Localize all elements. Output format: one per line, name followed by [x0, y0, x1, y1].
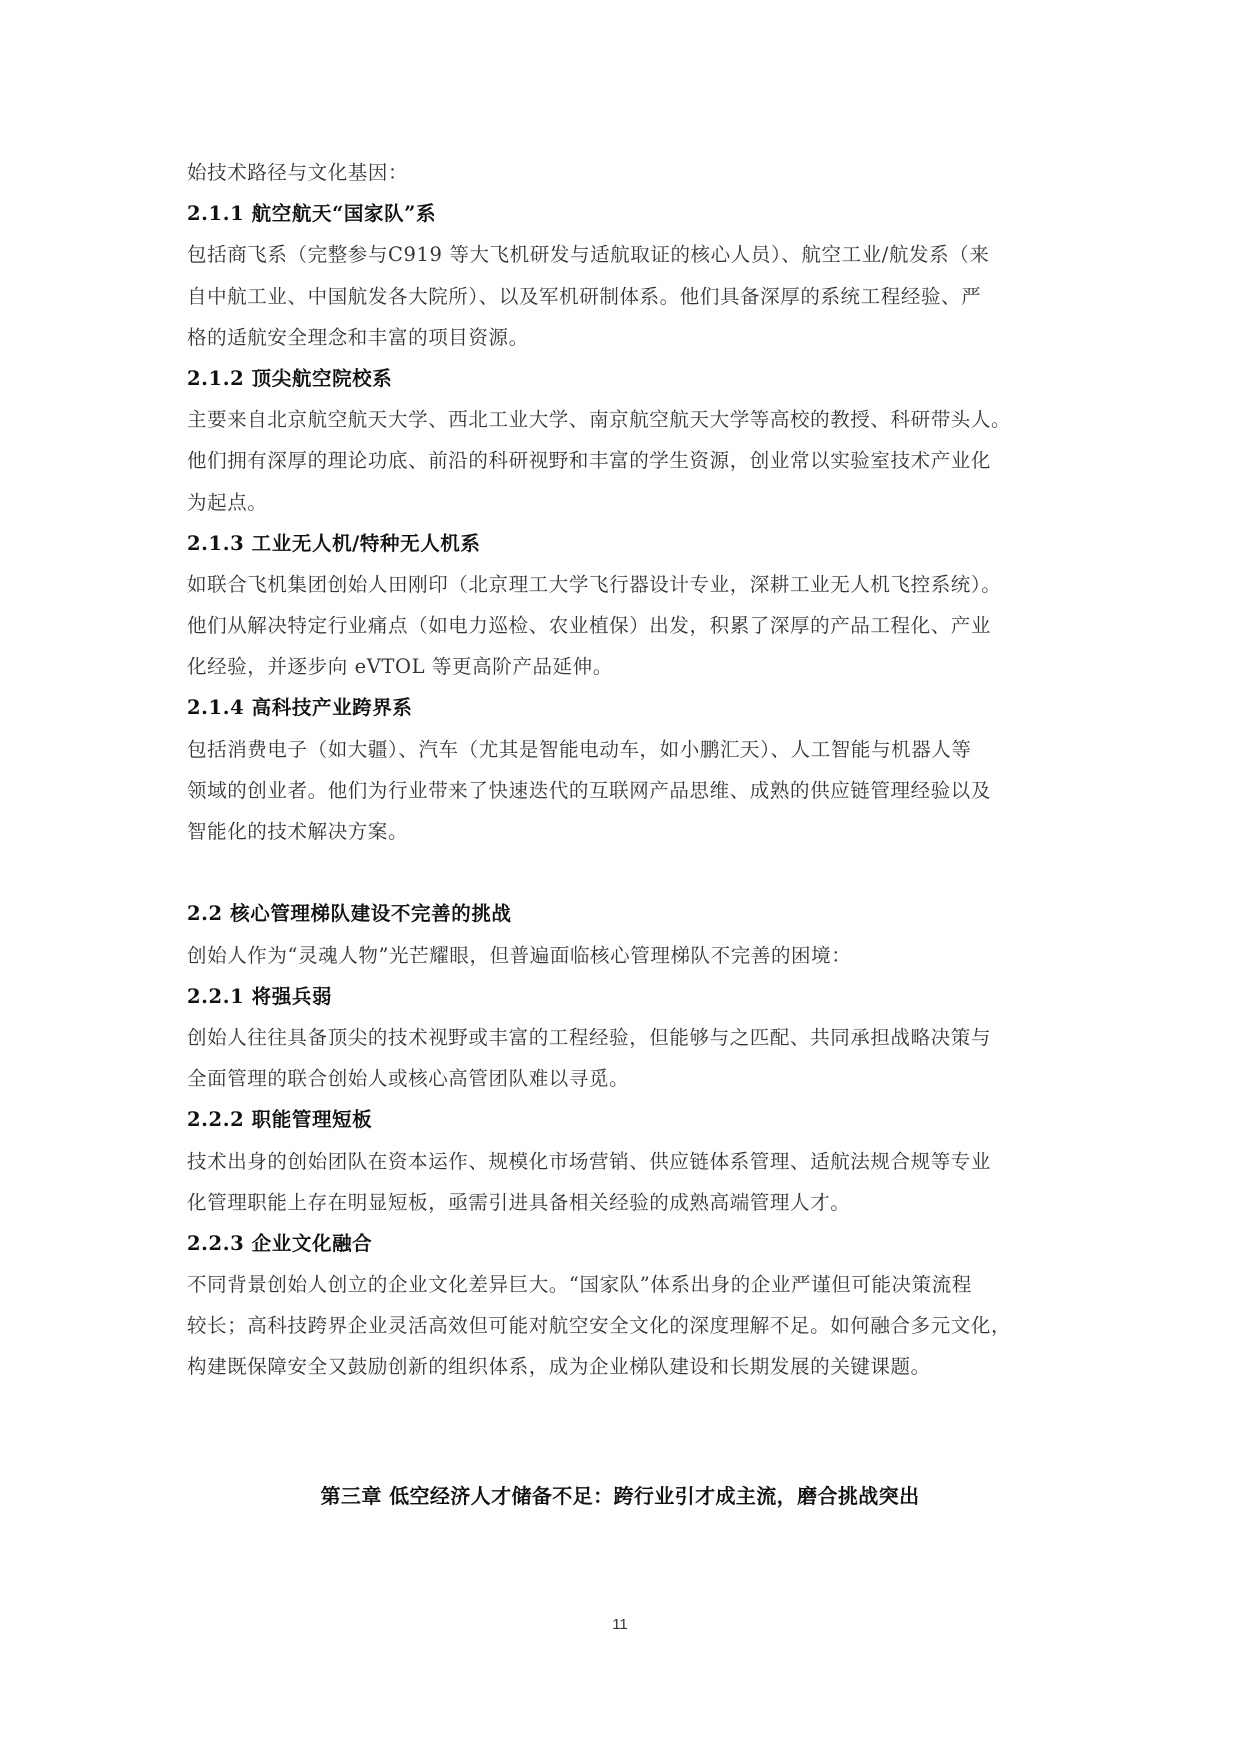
- section-heading-2-2: 2.2 核心管理梯队建设不完善的挑战: [187, 902, 512, 926]
- text-line: 如联合飞机集团创始人田刚印（北京理工大学飞行器设计专业，深耕工业无人机飞控系统）。: [187, 572, 1002, 596]
- text-line: 技术出身的创始团队在资本运作、规模化市场营销、供应链体系管理、适航法规合规等专业: [187, 1149, 992, 1173]
- subsection-heading-2-1-2: 2.1.2 顶尖航空院校系: [187, 366, 393, 390]
- blank-line: [187, 852, 1053, 893]
- section-intro-2-2: 创始人作为“灵魂人物”光芒耀眼，但普遍面临核心管理梯队不完善的困境：: [187, 943, 852, 967]
- paragraph-2-2-3: [187, 1264, 1053, 1388]
- paragraph-2-2-1: [187, 1017, 1053, 1099]
- paragraph-2-1-2: [187, 399, 1053, 523]
- text-line: 较长；高科技跨界企业灵活高效但可能对航空安全文化的深度理解不足。如何融合多元文化，: [187, 1314, 1012, 1338]
- text-line: 自中航工业、中国航发各大院所）、以及军机研制体系。他们具备深厚的系统工程经验、严: [187, 284, 982, 308]
- paragraph-2-1-3: [187, 564, 1053, 688]
- body-text-column: [187, 152, 1053, 1388]
- paragraph-continuation: 始技术路径与文化基因：: [187, 161, 409, 184]
- subsection-heading-2-2-1: 2.2.1 将强兵弱: [187, 984, 333, 1008]
- text-line: 领域的创业者。他们为行业带来了快速迭代的互联网产品思维、成熟的供应链管理经验以及: [187, 778, 992, 802]
- subsection-heading-2-1-1: 2.1.1 航空航天“国家队”系: [187, 202, 437, 226]
- subsection-heading-2-1-3: 2.1.3 工业无人机/特种无人机系: [187, 531, 481, 555]
- text-line: 构建既保障安全又鼓励创新的组织体系，成为企业梯队建设和长期发展的关键课题。: [187, 1355, 931, 1379]
- text-line: 包括商飞系（完整参与C919 等大飞机研发与适航取证的核心人员）、航空工业/航发系（来: [187, 243, 990, 267]
- paragraph-2-1-1: [187, 234, 1053, 358]
- text-line: 不同背景创始人创立的企业文化差异巨大。“国家队”体系出身的企业严谨但可能决策流程: [187, 1273, 972, 1297]
- page-number: 11: [612, 1616, 628, 1633]
- paragraph-2-2-2: [187, 1141, 1053, 1223]
- text-line: 创始人往往具备顶尖的技术视野或丰富的工程经验，但能够与之匹配、共同承担战略决策与: [187, 1025, 992, 1049]
- subsection-heading-2-2-2: 2.2.2 职能管理短板: [187, 1108, 373, 1132]
- subsection-heading-2-2-3: 2.2.3 企业文化融合: [187, 1231, 373, 1255]
- text-line: 为起点。: [187, 490, 268, 514]
- subsection-heading-2-1-4: 2.1.4 高科技产业跨界系: [187, 696, 413, 720]
- text-line: 主要来自北京航空航天大学、西北工业大学、南京航空航天大学等高校的教授、科研带头人。: [187, 408, 1012, 432]
- text-line: 他们拥有深厚的理论功底、前沿的科研视野和丰富的学生资源，创业常以实验室技术产业化: [187, 449, 992, 473]
- paragraph-2-1-4: [187, 729, 1053, 853]
- text-line: 他们从解决特定行业痛点（如电力巡检、农业植保）出发，积累了深厚的产品工程化、产业: [187, 614, 992, 638]
- text-line: 化管理职能上存在明显短板，亟需引进具备相关经验的成熟高端管理人才。: [187, 1190, 851, 1214]
- text-line: 全面管理的联合创始人或核心高管团队难以寻觅。: [187, 1067, 630, 1091]
- text-line: 智能化的技术解决方案。: [187, 820, 409, 843]
- text-line: 包括消费电子（如大疆）、汽车（尤其是智能电动车，如小鹏汇天）、人工智能与机器人等: [187, 737, 972, 761]
- chapter-title: 第三章 低空经济人才储备不足：跨行业引才成主流，磨合挑战突出: [320, 1484, 920, 1508]
- text-line: 格的适航安全理念和丰富的项目资源。: [187, 325, 529, 349]
- text-line: 化经验，并逐步向 eVTOL 等更高阶产品延伸。: [187, 655, 613, 679]
